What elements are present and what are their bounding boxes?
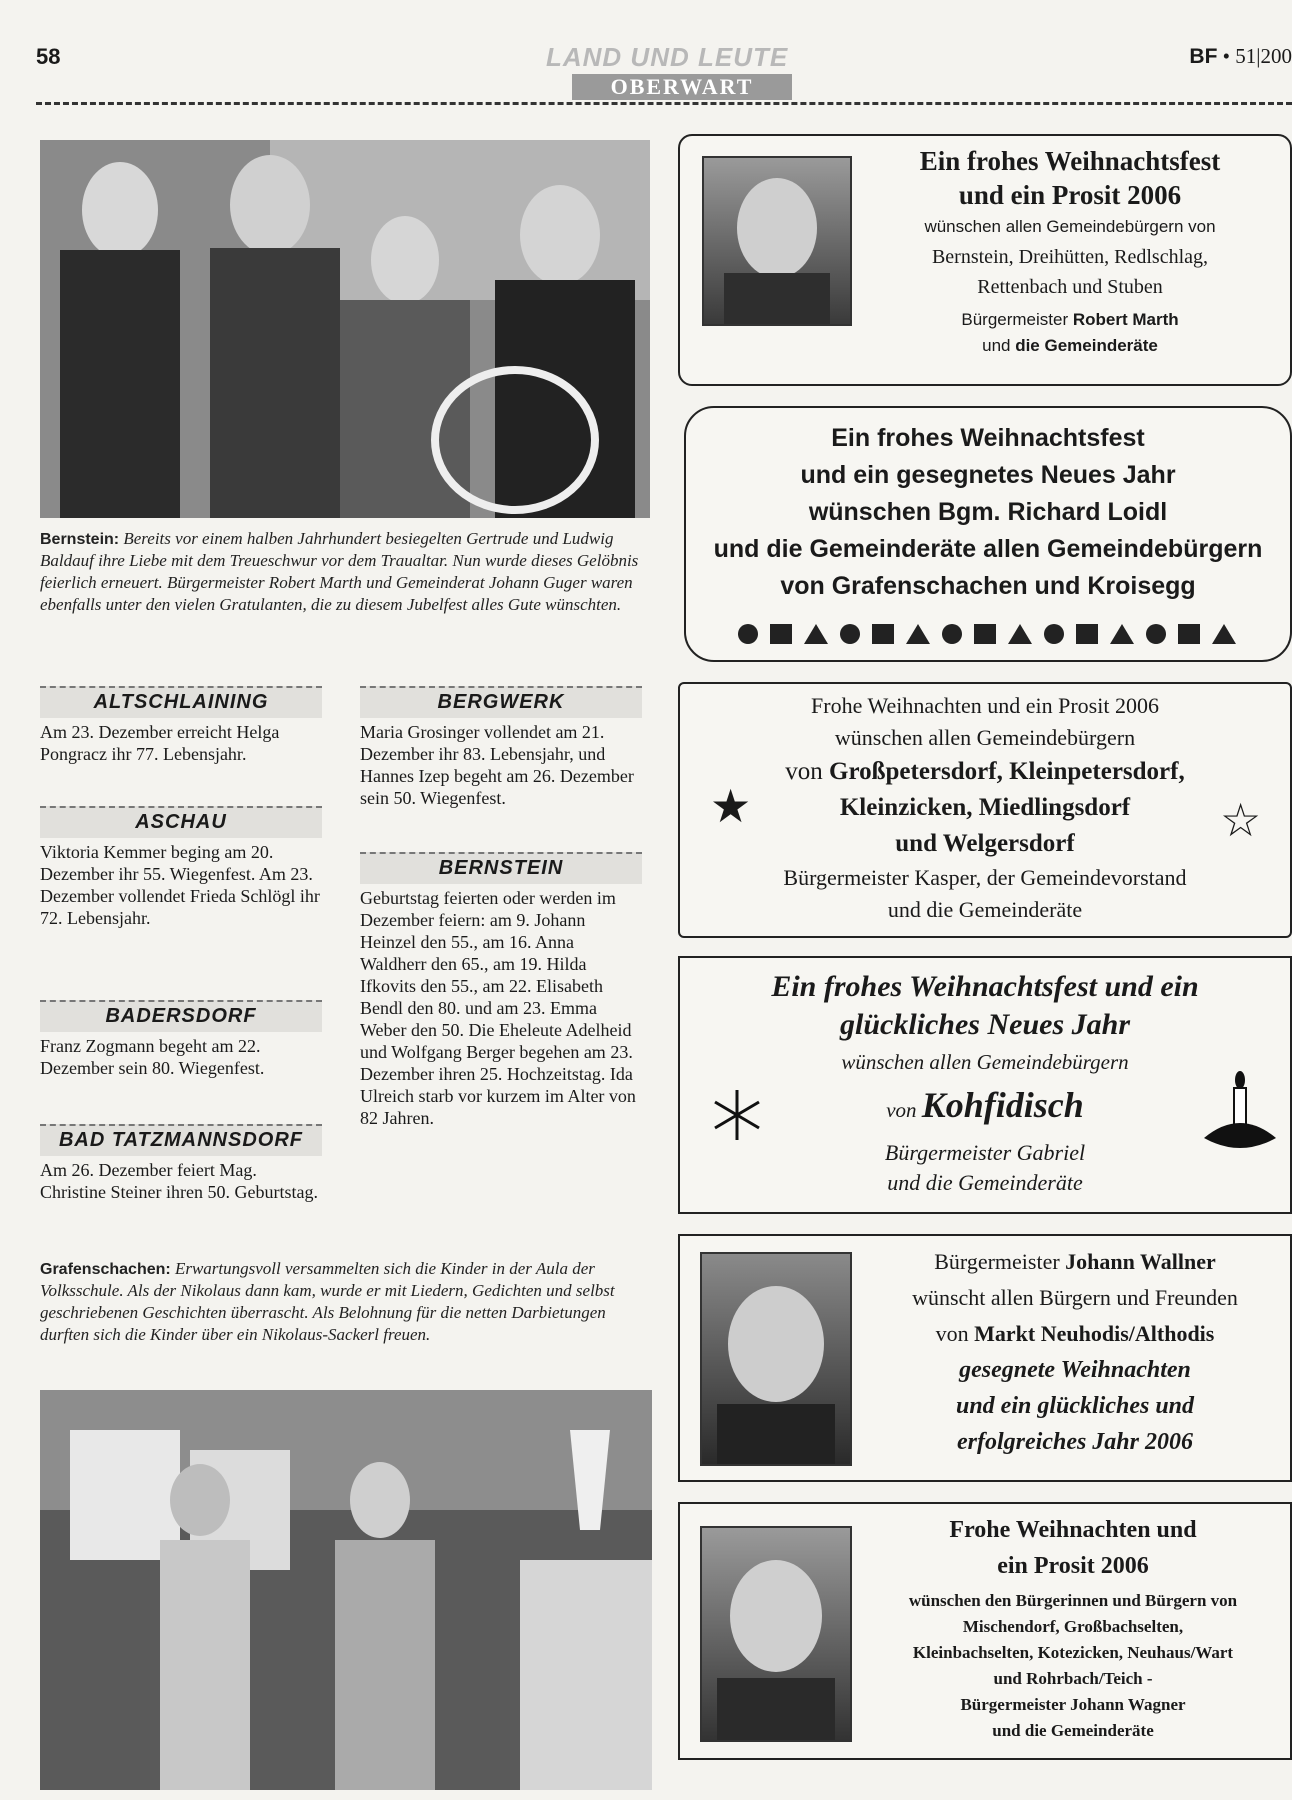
ad1-sig-prefix: Bürgermeister — [961, 310, 1073, 329]
ad2-text — [686, 420, 1290, 605]
portrait-figure — [704, 158, 850, 324]
ad5-line-1 — [860, 1244, 1290, 1280]
ad2-line-5: von Grafenschachen und Kroisegg — [780, 572, 1196, 600]
ad4-line-4 — [680, 1080, 1290, 1138]
issue-number: 51|200 — [1235, 44, 1292, 68]
ad4-line-2: glückliches Neues Jahr — [839, 1008, 1130, 1041]
ad3-line-4: Kleinzicken, Miedlingsdorf — [839, 794, 1131, 821]
section-badersdorf — [40, 1000, 322, 1079]
ad6-line-1: Frohe Weihnachten und — [949, 1517, 1197, 1543]
ad5-place: Markt Neuhodis/Althodis — [974, 1321, 1215, 1346]
section-title: BERGWERK — [360, 686, 642, 718]
ad1-sig-name: Robert Marth — [1072, 310, 1179, 329]
section-bad-tatzmannsdorf — [40, 1124, 322, 1203]
ad1-line-2: Bernstein, Dreihütten, Redlschlag, — [931, 246, 1209, 268]
greeting-ad-grafenschachen — [684, 406, 1292, 662]
ad1-sig2-bold: die Gemeinderäte — [1015, 336, 1158, 355]
ad4-text — [680, 968, 1290, 1198]
ad4-place: Kohfidisch — [921, 1085, 1084, 1125]
ad6-line-2: ein Prosit 2006 — [997, 1553, 1149, 1579]
group-photo — [40, 140, 650, 518]
ad1-sig2-prefix: und — [982, 336, 1016, 355]
ad4-line-3: wünschen allen Gemeindebürgern — [841, 1050, 1129, 1074]
ad1-line-1: wünschen allen Gemeindebürgern von — [924, 217, 1216, 236]
ad3-line-3 — [680, 754, 1290, 790]
ad1-title-2: und ein Prosit 2006 — [958, 180, 1182, 210]
section-bergwerk — [360, 686, 642, 809]
section-title: BADERSDORF — [40, 1000, 322, 1032]
section-text: Am 26. Dezember feiert Mag. Christine Steiner ihren 50. Geburtstag. — [40, 1160, 318, 1202]
caption-bernstein — [40, 528, 650, 616]
caption-text: Bereits vor einem halben Jahrhundert besiegelten Gertrude und Ludwig Baldauf ihre Liebe mit dem Treueschwur vor dem Traualtar. Nun wurde dieses Gelöbnis feierlich erneuert. Bürgermeister Robert Marth und Gemeinderat Johann Guger waren ebenfalls unter den vielen Gratulanten, die zu diesem Jubelfest alles Gute wünschten. — [40, 529, 639, 614]
page-header — [36, 40, 1292, 110]
ad5-text — [860, 1244, 1290, 1460]
ad3-line-2: wünschen allen Gemeindebürgern — [834, 725, 1136, 750]
section-text: Viktoria Kemmer beging am 20. Dezember ihr 55. Wiegenfest. Am 23. Dezember vollendet Frieda Schlögl ihr 72. Lebensjahr. — [40, 842, 320, 928]
ad2-line-2: und ein gesegnetes Neues Jahr — [800, 461, 1176, 489]
caption-grafenschachen — [40, 1258, 652, 1346]
ad1-title-1: Ein frohes Weihnachtsfest — [919, 146, 1221, 176]
ornament-row — [734, 620, 1244, 648]
greeting-ad-neuhodis — [678, 1234, 1292, 1482]
ad6-line-5: Kleinbachselten, Kotezicken, Neuhaus/Wart — [912, 1643, 1234, 1662]
section-title: ASCHAU — [40, 806, 322, 838]
filled-star-icon: ★ — [710, 781, 752, 832]
ad3-line-3-prefix: von — [785, 758, 829, 785]
ad2-line-1: Ein frohes Weihnachtsfest — [831, 424, 1145, 452]
ad6-line-3: wünschen den Bürgerinnen und Bürgern von — [908, 1591, 1238, 1610]
ad6-line-8: und die Gemeinderäte — [992, 1721, 1154, 1740]
section-title: BERNSTEIN — [360, 852, 642, 884]
ad4-line-6: und die Gemeinderäte — [887, 1170, 1083, 1195]
ad1-signature-2 — [860, 334, 1280, 358]
greeting-ad-kohfidisch — [678, 956, 1292, 1214]
rubric-title: LAND UND LEUTE — [546, 42, 789, 72]
ad5-line-3 — [860, 1316, 1290, 1352]
ad3-line-3-places: Großpetersdorf, Kleinpetersdorf, — [829, 758, 1185, 785]
school-photo — [40, 1390, 652, 1790]
ad5-name: Johann Wallner — [1065, 1249, 1216, 1274]
ad5-prefix: Bürgermeister — [934, 1249, 1066, 1274]
section-text: Am 23. Dezember erreicht Helga Pongracz ihr 77. Lebensjahr. — [40, 722, 280, 764]
portrait-figure — [702, 1528, 850, 1740]
ad1-line-3: Rettenbach und Stuben — [977, 276, 1163, 298]
ad6-text — [856, 1512, 1290, 1744]
section-aschau — [40, 806, 322, 929]
ad2-line-3: wünschen Bgm. Richard Loidl — [808, 498, 1168, 526]
caption-text: Erwartungsvoll versammelten sich die Kinder in der Aula der Volksschule. Als der Nikolaus dann kam, wurde er mit Liedern, Gedichten und selbst geschriebenen Geschichten überrascht. Als Belohnung für die netten Darbietungen durften sich die Kinder über ein Nikolaus-Sackerl freuen. — [40, 1259, 615, 1344]
ad4-line-5: Bürgermeister Gabriel — [884, 1140, 1086, 1165]
ad6-line-4: Mischendorf, Großbachselten, — [962, 1617, 1184, 1636]
header-divider — [36, 102, 1292, 105]
ad3-text — [680, 690, 1290, 926]
group-photo-figures — [40, 140, 650, 518]
snowflake-shape — [710, 1088, 764, 1142]
ad6-line-7: Bürgermeister Johann Wagner — [960, 1695, 1186, 1714]
section-text: Geburtstag feierten oder werden im Dezember feiern: am 9. Johann Heinzel den 55., am 16. Anna Waldherr den 65., am 19. Hilda Ifkovits den 55., am 22. Elisabeth Bendl den 80. und am 23. Emma Weber den 50. Die Eheleute Adelheid und Wolfgang Berger begehen am 23. Dezember ihren 25. Hochzeitstag. Ida Ulreich starb vor kurzem im Alter von 82 Jahren. — [360, 888, 636, 1128]
section-text: Franz Zogmann begeht am 22. Dezember sein 80. Wiegenfest. — [40, 1036, 265, 1078]
ad3-line-7: und die Gemeinderäte — [887, 897, 1083, 922]
ad5-line-4: gesegnete Weihnachten — [959, 1357, 1191, 1383]
advent-candle-icon — [1200, 1068, 1280, 1163]
greeting-ad-bernstein — [678, 134, 1292, 386]
section-title: BAD TATZMANNSDORF — [40, 1124, 322, 1156]
school-photo-figures — [40, 1390, 652, 1790]
portrait-wallner — [700, 1252, 852, 1466]
caption-place: Grafenschachen: — [40, 1261, 171, 1278]
ad1-text — [860, 144, 1280, 358]
ad2-line-4: und die Gemeinderäte allen Gemeindebürgern — [713, 535, 1263, 563]
region-label: OBERWART — [572, 74, 792, 100]
issue-separator: • — [1222, 44, 1231, 68]
greeting-ad-mischendorf — [678, 1502, 1292, 1760]
caption-place: Bernstein: — [40, 531, 120, 548]
portrait-marth — [702, 156, 852, 326]
section-text: Maria Grosinger vollendet am 21. Dezember ihr 83. Lebensjahr, und Hannes Izep begeht am 26. Dezember sein 50. Wiegenfest. — [360, 722, 634, 808]
outline-star-icon: ☆ — [1220, 795, 1262, 846]
ad5-line-5: und ein glückliches und — [955, 1393, 1195, 1419]
snowflake-icon — [710, 1088, 764, 1147]
page-number: 58 — [36, 44, 61, 69]
ad4-line-1: Ein frohes Weihnachtsfest und ein — [771, 970, 1199, 1003]
section-bernstein — [360, 852, 642, 1129]
portrait-figure — [702, 1254, 850, 1464]
ad5-line-3-prefix: von — [935, 1321, 975, 1346]
ad5-line-2: wünscht allen Bürgern und Freunden — [912, 1285, 1238, 1310]
ad3-line-5: und Welgersdorf — [895, 830, 1075, 857]
candle-shape — [1200, 1068, 1280, 1158]
ad6-line-6: und Rohrbach/Teich - — [993, 1669, 1153, 1688]
ad3-line-6: Bürgermeister Kasper, der Gemeindevorstand — [783, 865, 1187, 890]
ad4-line-4-prefix: von — [886, 1098, 922, 1122]
greeting-ad-grosspetersdorf — [678, 682, 1292, 938]
ad5-line-6: erfolgreiches Jahr 2006 — [957, 1429, 1193, 1455]
ad3-line-1: Frohe Weihnachten und ein Prosit 2006 — [811, 693, 1159, 718]
portrait-wagner — [700, 1526, 852, 1742]
section-altschlaining — [40, 686, 322, 765]
ad1-signature-1 — [860, 306, 1280, 334]
publication-name: BF — [1189, 45, 1218, 68]
section-title: ALTSCHLAINING — [40, 686, 322, 718]
christmas-ornament-border — [734, 620, 1244, 648]
issue-info — [1189, 44, 1292, 69]
